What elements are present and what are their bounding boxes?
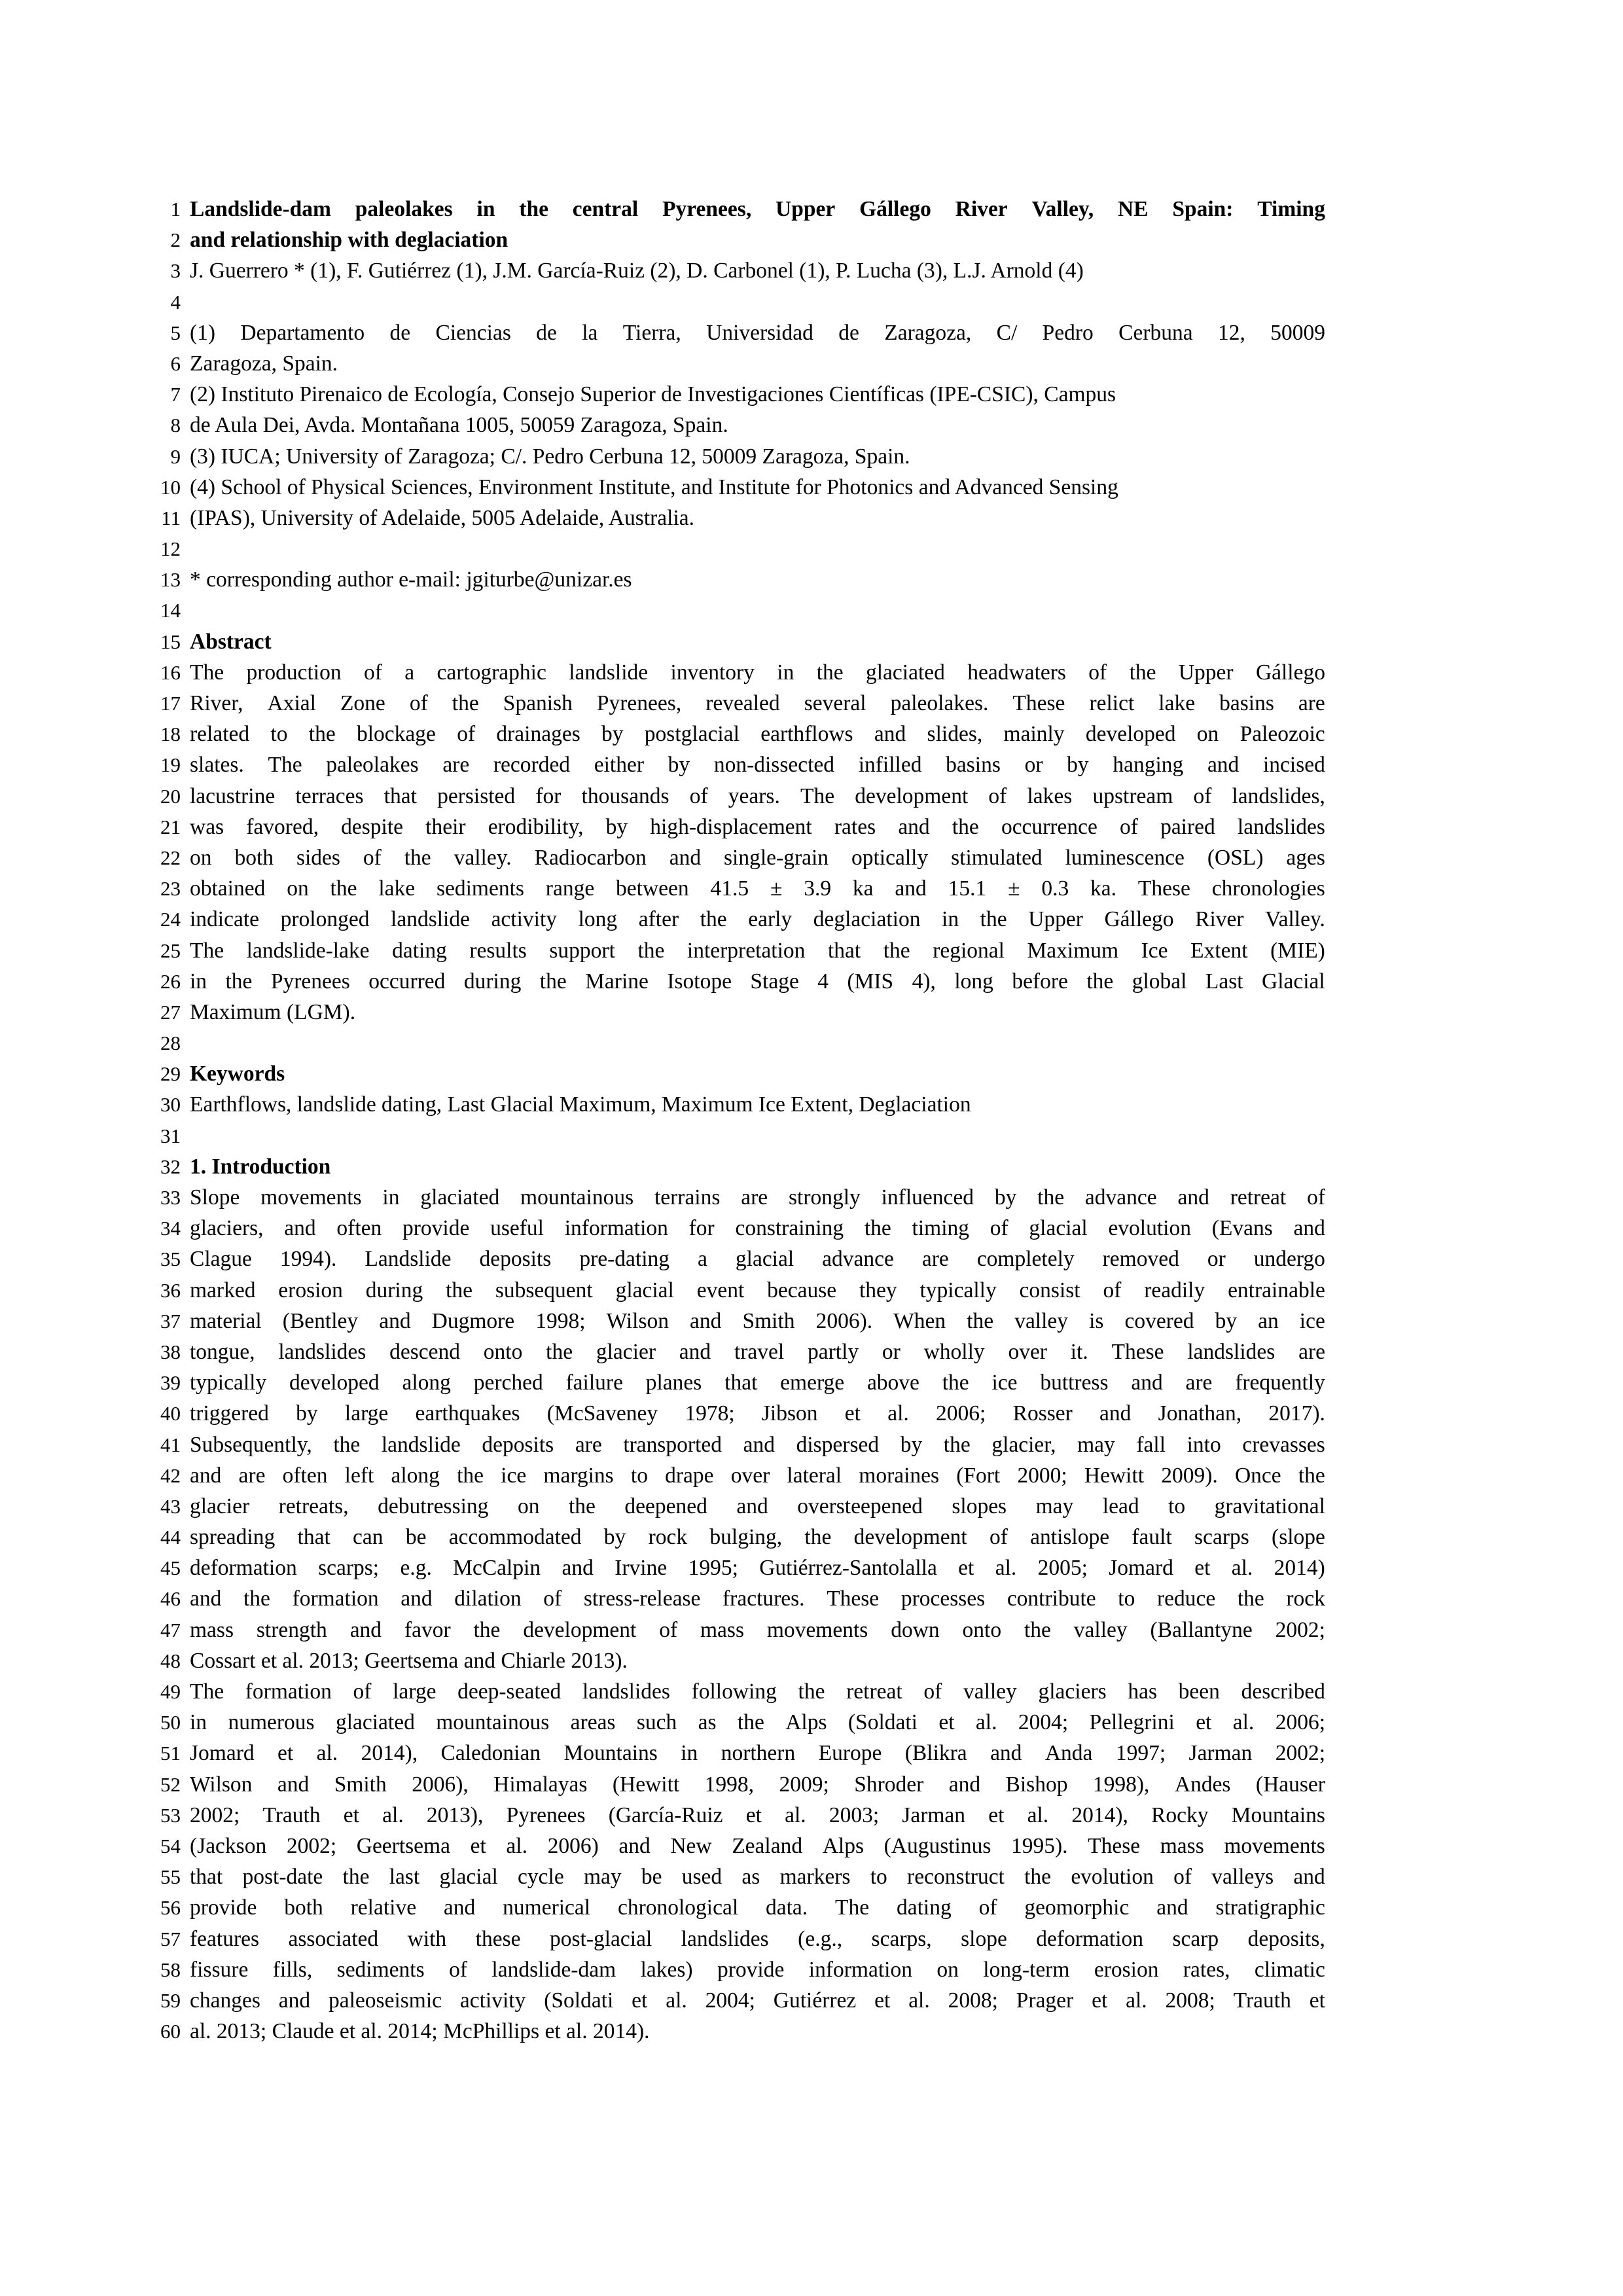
line-text: triggered by large earthquakes (McSaveney 1978; Jibson et al. 2006; Rosser and Jonathan, 2017). [190,1401,1325,1426]
manuscript-line-row [0,224,1623,255]
manuscript-line-row [0,719,1623,749]
line-text: (2) Instituto Pirenaico de Ecología, Consejo Superior de Investigaciones Científicas (IPE-CSIC), Campus [190,382,1116,407]
line-number: 19 [160,753,181,777]
manuscript-line-row [0,255,1623,286]
line-text: * corresponding author e-mail: jgiturbe@unizar.es [190,567,632,592]
line-text: de Aula Dei, Avda. Montañana 1005, 50059 Zaragoza, Spain. [190,413,728,438]
line-number: 39 [160,1371,181,1395]
line-number: 4 [170,290,181,314]
line-text: tongue, landslides descend onto the glacier and travel partly or wholly over it. These landslides are [190,1339,1325,1364]
manuscript-line-row [0,1676,1623,1707]
line-number: 23 [160,877,181,901]
line-number: 8 [170,414,181,437]
manuscript-line-row [0,1058,1623,1089]
manuscript-line-row [0,904,1623,935]
line-number: 32 [160,1155,181,1178]
line-number: 31 [160,1124,181,1147]
line-text: Clague 1994). Landslide deposits pre-dating a glacial advance are completely removed or undergo [190,1247,1325,1272]
manuscript-line-row [0,410,1623,440]
manuscript-line-row [0,379,1623,410]
line-number: 47 [160,1618,181,1641]
line-number: 56 [160,1896,181,1920]
line-text: (3) IUCA; University of Zaragoza; C/. Pedro Cerbuna 12, 50009 Zaragoza, Spain. [190,444,910,469]
manuscript-line-row [0,1892,1623,1923]
manuscript-line-row [0,287,1623,317]
line-number: 10 [160,475,181,499]
manuscript-line-row [0,1583,1623,1614]
manuscript-line-row [0,564,1623,595]
manuscript-line-row [0,1738,1623,1768]
line-number: 33 [160,1186,181,1209]
line-text: marked erosion during the subsequent glacial event because they typically consist of readily entrainable [190,1278,1325,1302]
manuscript-line-row [0,842,1623,873]
numbered-line-list [0,194,1623,2047]
line-text: slates. The paleolakes are recorded either by non-dissected infilled basins or by hanging and incised [190,753,1325,778]
manuscript-line-row [0,781,1623,812]
line-text: al. 2013; Claude et al. 2014; McPhillips et al. 2014). [190,2019,650,2044]
line-number: 41 [160,1433,181,1456]
line-text: Abstract [190,629,272,654]
line-number: 27 [160,1000,181,1024]
line-number: 52 [160,1772,181,1796]
line-text: Zaragoza, Spain. [190,351,338,376]
line-number: 6 [170,351,181,375]
line-text: 1. Introduction [190,1154,331,1179]
line-number: 35 [160,1247,181,1271]
line-text: was favored, despite their erodibility, by high-displacement rates and the occurrence of paired landslides [190,814,1325,839]
line-number: 58 [160,1958,181,1981]
manuscript-line-row [0,1306,1623,1336]
manuscript-line-row [0,348,1623,379]
manuscript-line-row [0,812,1623,842]
line-text: obtained on the lake sediments range between 41.5 ± 3.9 ka and 15.1 ± 0.3 ka. These chronologies [190,876,1325,901]
manuscript-line-row [0,1831,1623,1861]
line-number: 1 [170,198,181,221]
line-number: 59 [160,1988,181,2012]
line-text: in numerous glaciated mountainous areas such as the Alps (Soldati et al. 2004; Pellegrini et al. 2006; [190,1710,1325,1735]
manuscript-line-row [0,1121,1623,1151]
manuscript-line-row [0,1028,1623,1058]
line-number: 48 [160,1649,181,1672]
manuscript-line-row [0,1151,1623,1182]
line-text: Slope movements in glaciated mountainous terrains are strongly influenced by the advance and retreat of [190,1185,1325,1210]
line-number: 25 [160,939,181,962]
line-text: and are often left along the ice margins to drape over lateral moraines (Fort 2000; Hewitt 2009). Once the [190,1463,1325,1488]
line-text: spreading that can be accommodated by rock bulging, the development of antislope fault scarps (slope [190,1525,1325,1550]
manuscript-line-row [0,1707,1623,1738]
line-text: on both sides of the valley. Radiocarbon and single-grain optically stimulated luminescence (OSL) ages [190,845,1325,870]
line-text: in the Pyrenees occurred during the Marine Isotope Stage 4 (MIS 4), long before the global Last Glacial [190,969,1325,994]
line-number: 7 [170,383,181,406]
line-number: 38 [160,1340,181,1363]
manuscript-line-row [0,1954,1623,1985]
manuscript-line-row [0,1275,1623,1306]
line-text: glaciers, and often provide useful information for constraining the timing of glacial evolution (Evans and [190,1216,1325,1241]
line-number: 50 [160,1711,181,1734]
manuscript-line-row [0,1460,1623,1491]
line-text: J. Guerrero * (1), F. Gutiérrez (1), J.M. García-Ruiz (2), D. Carbonel (1), P. Lucha (3), L.J. Arnold (4) [190,259,1084,283]
manuscript-line-row [0,1800,1623,1831]
line-text: The production of a cartographic landslide inventory in the glaciated headwaters of the Upper Gállego [190,660,1325,685]
line-text: Maximum (LGM). [190,999,356,1024]
line-number: 40 [160,1402,181,1426]
manuscript-line-row [0,749,1623,780]
line-number: 18 [160,723,181,746]
line-number: 13 [160,568,181,592]
line-number: 2 [170,228,181,252]
line-number: 29 [160,1062,181,1086]
manuscript-line-row [0,1552,1623,1583]
line-number: 55 [160,1865,181,1889]
line-text: 2002; Trauth et al. 2013), Pyrenees (García-Ruiz et al. 2003; Jarman et al. 2014), Rocky Mountains [190,1803,1325,1827]
line-text: River, Axial Zone of the Spanish Pyrenees, revealed several paleolakes. These relict lake basins are [190,691,1325,715]
manuscript-line-row [0,317,1623,348]
line-text: Jomard et al. 2014), Caledonian Mountains in northern Europe (Blikra and Anda 1997; Jarman 2002; [190,1741,1325,1766]
manuscript-line-row [0,1615,1623,1645]
line-text: provide both relative and numerical chronological data. The dating of geomorphic and stratigraphic [190,1895,1325,1920]
line-text: (1) Departamento de Ciencias de la Tierra, Universidad de Zaragoza, C/ Pedro Cerbuna 12, 50009 [190,320,1325,345]
line-number: 5 [170,321,181,344]
line-number: 60 [160,2020,181,2043]
manuscript-line-row [0,935,1623,966]
line-text: Keywords [190,1062,285,1086]
manuscript-line-row [0,997,1623,1028]
manuscript-line-row [0,1491,1623,1522]
manuscript-line-row [0,2016,1623,2047]
line-text: deformation scarps; e.g. McCalpin and Irvine 1995; Gutiérrez-Santolalla et al. 2005; Jomard et al. 2014) [190,1556,1325,1581]
line-text: glacier retreats, debutressing on the deepened and oversteepened slopes may lead to gravitational [190,1494,1325,1518]
line-text: indicate prolonged landslide activity long after the early deglaciation in the Upper Gállego River Valley. [190,907,1325,932]
line-text: Earthflows, landslide dating, Last Glacial Maximum, Maximum Ice Extent, Deglaciation [190,1092,971,1117]
manuscript-line-row [0,472,1623,503]
manuscript-line-row [0,1861,1623,1892]
line-text: (Jackson 2002; Geertsema et al. 2006) and New Zealand Alps (Augustinus 1995). These mass movements [190,1833,1325,1858]
manuscript-line-row [0,1924,1623,1954]
manuscript-line-row [0,657,1623,688]
line-number: 36 [160,1278,181,1302]
line-number: 51 [160,1742,181,1765]
manuscript-line-row [0,1985,1623,2016]
line-number: 15 [160,630,181,653]
manuscript-line-row [0,1182,1623,1213]
line-number: 44 [160,1526,181,1549]
line-text: Landslide-dam paleolakes in the central Pyrenees, Upper Gállego River Valley, NE Spain: Timing [190,197,1325,221]
line-text: mass strength and favor the development of mass movements down onto the valley (Ballantyne 2002; [190,1617,1325,1642]
line-text: fissure fills, sediments of landslide-dam lakes) provide information on long-term erosion rates, climatic [190,1957,1325,1982]
manuscript-line-row [0,503,1623,533]
line-number: 53 [160,1803,181,1827]
line-number: 14 [160,599,181,622]
line-text: typically developed along perched failure planes that emerge above the ice buttress and are frequently [190,1371,1325,1395]
line-text: Wilson and Smith 2006), Himalayas (Hewitt 1998, 2009; Shroder and Bishop 1998), Andes (Hauser [190,1772,1325,1797]
manuscript-line-row [0,1398,1623,1429]
line-text: changes and paleoseismic activity (Soldati et al. 2004; Gutiérrez et al. 2008; Prager et al. 2008; Trauth et [190,1988,1325,2013]
line-number: 30 [160,1093,181,1117]
line-text: Cossart et al. 2013; Geertsema and Chiarle 2013). [190,1648,628,1673]
manuscript-line-row [0,688,1623,719]
manuscript-line-row [0,533,1623,564]
line-number: 3 [170,259,181,283]
line-text: material (Bentley and Dugmore 1998; Wilson and Smith 2006). When the valley is covered by an ice [190,1308,1325,1333]
manuscript-line-row [0,873,1623,904]
line-text: that post-date the last glacial cycle may be used as markers to reconstruct the evolution of valleys and [190,1865,1325,1890]
line-number: 46 [160,1587,181,1611]
line-number: 22 [160,846,181,869]
line-number: 21 [160,815,181,838]
line-number: 28 [160,1031,181,1055]
line-number: 11 [161,506,181,529]
line-text: Subsequently, the landslide deposits are transported and dispersed by the glacier, may fall into crevasses [190,1432,1325,1457]
line-number: 57 [160,1927,181,1950]
manuscript-line-row [0,1429,1623,1460]
line-text: and the formation and dilation of stress-release fractures. These processes contribute to reduce the rock [190,1587,1325,1611]
manuscript-line-row [0,1213,1623,1244]
manuscript-line-row [0,966,1623,997]
manuscript-line-row [0,194,1623,224]
line-text: lacustrine terraces that persisted for thousands of years. The development of lakes upstream of landslides, [190,783,1325,808]
line-text: The landslide-lake dating results support the interpretation that the regional Maximum Ice Extent (MIE) [190,938,1325,963]
line-text: The formation of large deep-seated landslides following the retreat of valley glaciers has been described [190,1679,1325,1704]
line-number: 34 [160,1217,181,1240]
line-text: related to the blockage of drainages by postglacial earthflows and slides, mainly developed on Paleozoic [190,722,1325,747]
line-number: 12 [160,537,181,561]
manuscript-line-row [0,1244,1623,1274]
line-number: 17 [160,692,181,715]
line-number: 37 [160,1309,181,1333]
manuscript-line-row [0,441,1623,472]
line-number: 20 [160,784,181,808]
manuscript-line-row [0,1367,1623,1398]
line-text: features associated with these post-glacial landslides (e.g., scarps, slope deformation scarp deposits, [190,1926,1325,1951]
line-number: 16 [160,660,181,684]
line-number: 26 [160,969,181,993]
line-number: 49 [160,1680,181,1703]
line-number: 24 [160,908,181,931]
line-text: (IPAS), University of Adelaide, 5005 Adelaide, Australia. [190,505,695,530]
line-number: 45 [160,1556,181,1580]
line-text: (4) School of Physical Sciences, Environment Institute, and Institute for Photonics and Advanced Sensing [190,475,1118,499]
line-number: 54 [160,1834,181,1857]
manuscript-line-row [0,1336,1623,1367]
manuscript-line-row [0,1645,1623,1676]
line-number: 42 [160,1463,181,1487]
line-number: 43 [160,1494,181,1518]
manuscript-line-row [0,595,1623,626]
manuscript-line-row [0,1522,1623,1552]
manuscript-line-row [0,1089,1623,1120]
manuscript-line-row [0,1769,1623,1800]
manuscript-line-row [0,626,1623,657]
line-number: 9 [170,444,181,468]
line-text: and relationship with deglaciation [190,228,508,253]
